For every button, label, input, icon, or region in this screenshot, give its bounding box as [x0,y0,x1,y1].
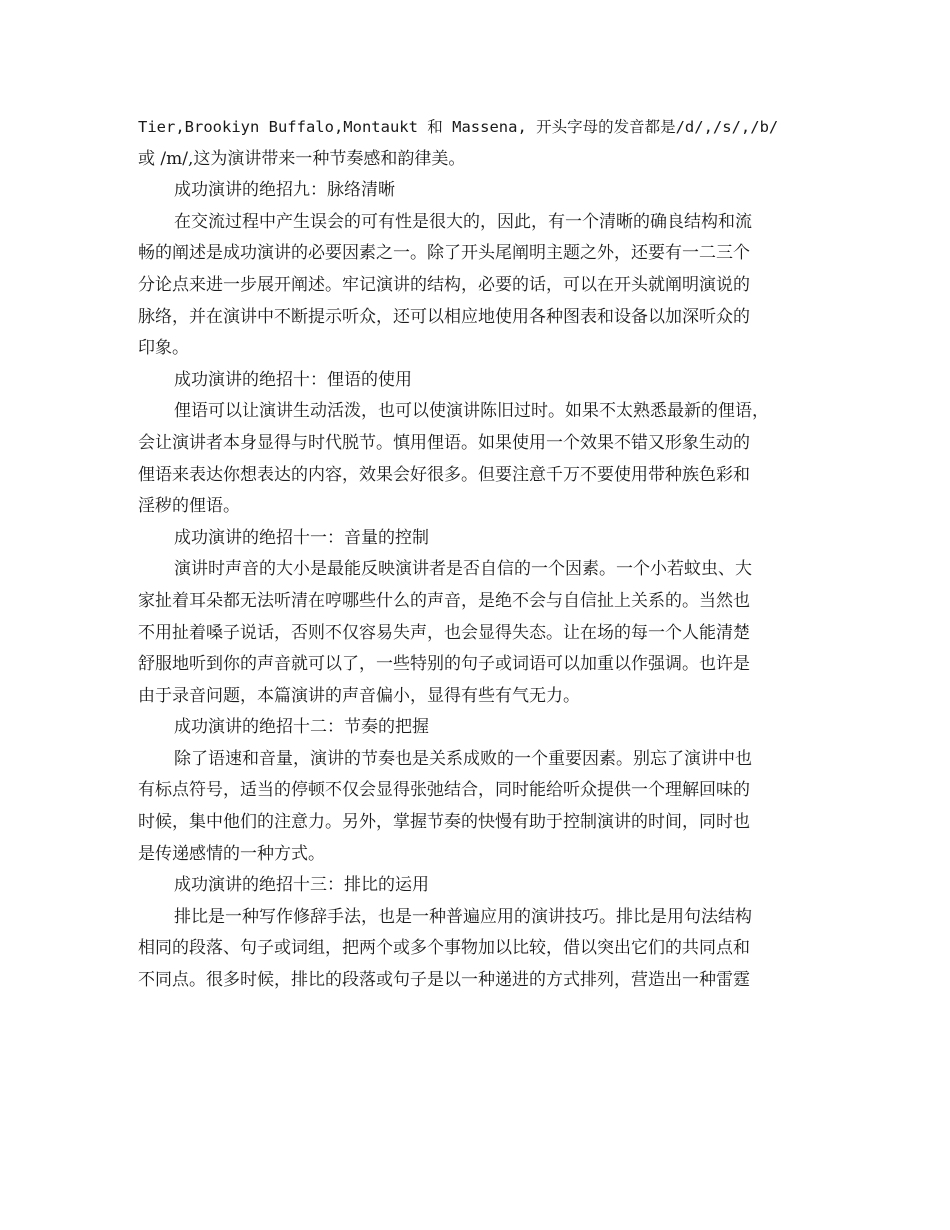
text-line: 畅的阐述是成功演讲的必要因素之一。除了开头尾阐明主题之外，还要有一二三个 [138,243,750,264]
section-heading: 成功演讲的绝招十三：排比的运用 [174,875,429,896]
text-line: 或 /m/,这为演讲带来一种节奏感和韵律美。 [138,148,466,169]
text-line: 不用扯着嗓子说话，否则不仅容易失声，也会显得失态。让在场的每一个人能清楚 [138,622,750,643]
text-line: 是传递感情的一种方式。 [138,843,325,864]
section-heading: 成功演讲的绝招九：脉络清晰 [174,180,395,201]
text-line: 淫秽的俚语。 [138,496,240,517]
text-line: 由于录音问题，本篇演讲的声音偏小，显得有些有气无力。 [138,685,580,706]
section-heading: 成功演讲的绝招十：俚语的使用 [174,369,412,390]
text-line: Tier,Brookiyn Buffalo,Montaukt 和 Massena, 开头字母的发音都是/d/,/s/,/b/ [138,118,779,136]
text-line: 在交流过程中产生误会的可有性是很大的，因此，有一个清晰的确良结构和流 [174,211,752,232]
text-line: 分论点来进一步展开阐述。牢记演讲的结构，必要的话，可以在开头就阐明演说的 [138,274,750,295]
text-line: 会让演讲者本身显得与时代脱节。慎用俚语。如果使用一个效果不错又形象生动的 [138,432,750,453]
section-heading: 成功演讲的绝招十二：节奏的把握 [174,717,429,738]
text-line: 印象。 [138,338,189,359]
text-line: 脉络，并在演讲中不断提示听众，还可以相应地使用各种图表和设备以加深听众的 [138,306,750,327]
text-line: 俚语来表达你想表达的内容，效果会好很多。但要注意千万不要使用带种族色彩和 [138,464,750,485]
document-body [138,112,814,997]
text-line: 俚语可以让演讲生动活泼，也可以使演讲陈旧过时。如果不太熟悉最新的俚语， [174,401,769,422]
text-line: 有标点符号，适当的停顿不仅会显得张弛结合，同时能给听众提供一个理解回味的 [138,780,750,801]
text-line: 不同点。很多时候，排比的段落或句子是以一种递进的方式排列，营造出一种雷霆 [138,970,750,991]
text-line: 时候，集中他们的注意力。另外，掌握节奏的快慢有助于控制演讲的时间，同时也 [138,812,750,833]
text-line: 相同的段落、句子或词组，把两个或多个事物加以比较，借以突出它们的共同点和 [138,938,750,959]
text-line: 排比是一种写作修辞手法，也是一种普遍应用的演讲技巧。排比是用句法结构 [174,906,752,927]
text-line: 除了语速和音量，演讲的节奏也是关系成败的一个重要因素。别忘了演讲中也 [174,748,752,769]
section-heading: 成功演讲的绝招十一：音量的控制 [174,527,429,548]
text-line: 家扯着耳朵都无法听清在哼哪些什么的声音，是绝不会与自信扯上关系的。当然也 [138,590,750,611]
text-line: 舒服地听到你的声音就可以了，一些特别的句子或词语可以加重以作强调。也许是 [138,654,750,675]
text-line: 演讲时声音的大小是最能反映演讲者是否自信的一个因素。一个小若蚊虫、大 [174,559,752,580]
